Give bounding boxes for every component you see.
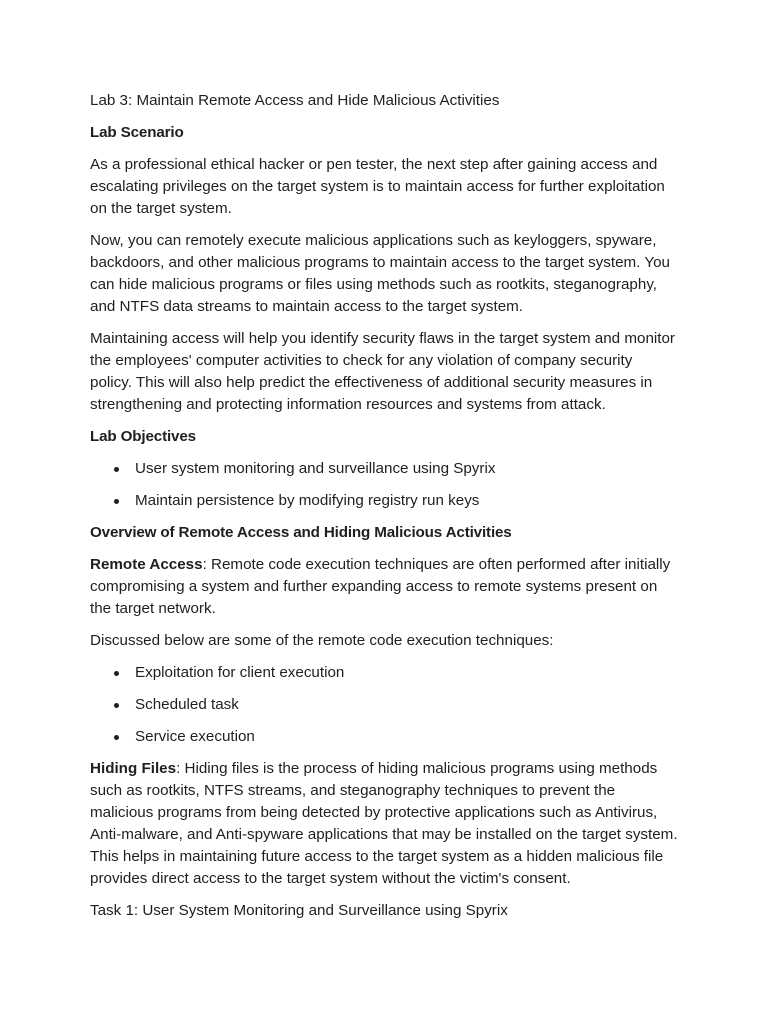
bullet-icon <box>114 703 119 708</box>
list-item <box>90 662 678 684</box>
overview-heading: Overview of Remote Access and Hiding Malicious Activities <box>90 524 512 541</box>
hiding-files-paragraph <box>90 758 678 890</box>
technique-text: Scheduled task <box>135 696 239 713</box>
hiding-files-text: : Hiding files is the process of hiding malicious programs using methods such as rootkits, NTFS streams, and steganography techniques to prevent the malicious programs from being detected by protective applications such as Antivirus, Anti-malware, and Anti-spyware applications that may be installed on the target system. This helps in maintaining future access to the target system as a hidden malicious file provides direct access to the target system without the victim's consent. <box>90 760 678 887</box>
scenario-paragraph-1: As a professional ethical hacker or pen tester, the next step after gaining access and escalating privileges on the target system is to maintain access for further exploitation on the target system. <box>90 156 665 217</box>
lab-scenario-heading: Lab Scenario <box>90 124 184 141</box>
techniques-list <box>90 662 678 748</box>
list-item <box>90 490 678 512</box>
document-body <box>90 90 678 932</box>
scenario-paragraph-3: Maintaining access will help you identify security flaws in the target system and monitor the employees' computer activities to check for any violation of company security policy. This will also help predict the effectiveness of additional security measures in strengthening and protecting information resources and systems from attack. <box>90 330 675 413</box>
technique-text: Service execution <box>135 728 255 745</box>
techniques-intro: Discussed below are some of the remote code execution techniques: <box>90 632 554 649</box>
remote-access-text: : Remote code execution techniques are often performed after initially compromising a system and further expanding access to remote systems present on the target network. <box>90 556 671 617</box>
lab-title: Lab 3: Maintain Remote Access and Hide Malicious Activities <box>90 92 500 109</box>
task-1-title: Task 1: User System Monitoring and Surveillance using Spyrix <box>90 902 508 919</box>
list-item <box>90 694 678 716</box>
objective-text: User system monitoring and surveillance using Spyrix <box>135 460 496 477</box>
lab-objectives-heading: Lab Objectives <box>90 428 196 445</box>
objective-text: Maintain persistence by modifying registry run keys <box>135 492 480 509</box>
bullet-icon <box>114 671 119 676</box>
list-item <box>90 458 678 480</box>
bullet-icon <box>114 467 119 472</box>
remote-access-label: Remote Access <box>90 556 203 573</box>
objectives-list <box>90 458 678 512</box>
hiding-files-label: Hiding Files <box>90 760 177 777</box>
scenario-paragraph-2: Now, you can remotely execute malicious applications such as keyloggers, spyware, backdoors, and other malicious programs to maintain access to the target system. You can hide malicious programs or files using methods such as rootkits, steganography, and NTFS data streams to maintain access to the target system. <box>90 232 670 315</box>
bullet-icon <box>114 735 119 740</box>
list-item <box>90 726 678 748</box>
bullet-icon <box>114 499 119 504</box>
remote-access-paragraph <box>90 554 678 620</box>
technique-text: Exploitation for client execution <box>135 664 345 681</box>
